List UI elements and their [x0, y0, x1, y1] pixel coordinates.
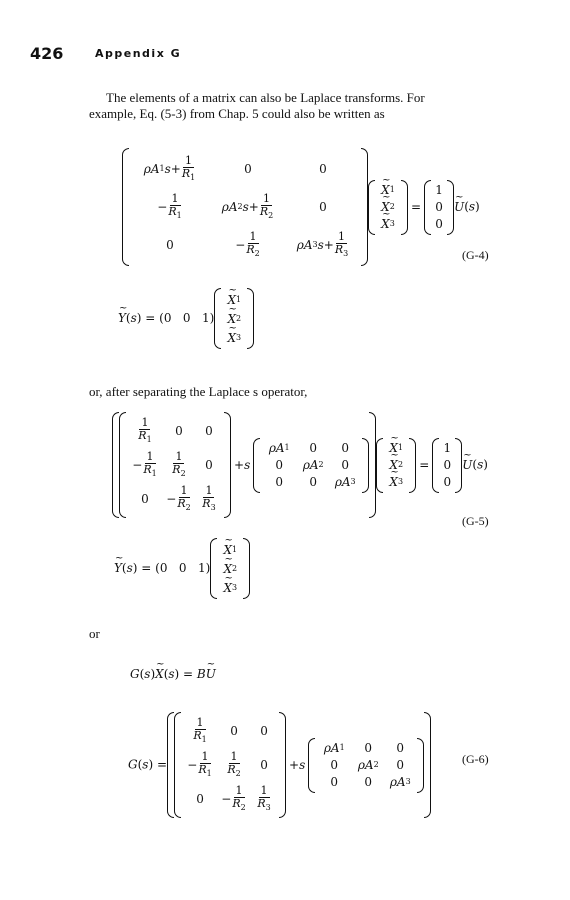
equation-label-g4: (G-4) [462, 248, 489, 262]
intro-line-1: The elements of a matrix can also be Laplace transforms. For [106, 90, 425, 105]
output-equation-2: ~ Y(s) = (0 0 1) ~ X 1 ~ X 2 ~ X 3 [114, 538, 250, 599]
equation-label-g5: (G-5) [462, 514, 489, 528]
or-text: or [89, 626, 100, 641]
input-vector: 1 0 0 [424, 180, 454, 235]
compact-equation: G(s)~ X(s) = B~ U [130, 668, 216, 680]
running-header: Appendix G [95, 47, 182, 60]
equation-g6: G(s) = $\frac{1}{R_1}$ 0 0 − $\frac{1}{R_1}$ $\frac{1}{R_2}$ 0 0 − $\frac{1}{R_2}$ $\frac{1}{R_3}$ +s ρA 1 0 0 0 ρA 2 0 0 0 ρA 3 [128, 712, 431, 818]
separating-text: or, after separating the Laplace s operator, [89, 384, 308, 399]
equation-label-g6: (G-6) [462, 752, 489, 766]
equation-g5-state: $\frac{1}{R_1}$ 0 0 − $\frac{1}{R_1}$ $\frac{1}{R_2}$ 0 0 − $\frac{1}{R_2}$ $\frac{1}{R_3}$ +s ρA 1 0 0 0 ρA 2 0 0 0 ρA 3 ~ X 1 ~ X 2 ~ X 3 = 1 0 0 ~ U(s) [112, 412, 488, 518]
state-vector: ~ X 1 ~ X 2 ~ X 3 [368, 180, 408, 235]
matrix-A-s: ρA 1 s + $\frac{1}{R_1}$ 0 0 − $\frac{1}{R_1}$ ρA 2 s + $\frac{1}{R_2}$ 0 0 − $\frac{1}{R_2}$ ρA 3 s + $\frac{1}{R_3}$ [122, 148, 368, 266]
intro-line-2: example, Eq. (5-3) from Chap. 5 could also be written as [89, 106, 385, 121]
output-equation-1: ~ Y(s) = (0 0 1) ~ X 1 ~ X 2 ~ X 3 [118, 288, 254, 349]
equation-g4-state: ρA 1 s + $\frac{1}{R_1}$ 0 0 − $\frac{1}{R_1}$ ρA 2 s + $\frac{1}{R_2}$ 0 0 − $\frac{1}{R_2}$ ρA 3 s + $\frac{1}{R_3}$ ~ X 1 ~ X 2 ~ X 3 = 1 0 0 ~ U(s) [122, 148, 480, 266]
page-number: 426 [30, 44, 64, 63]
